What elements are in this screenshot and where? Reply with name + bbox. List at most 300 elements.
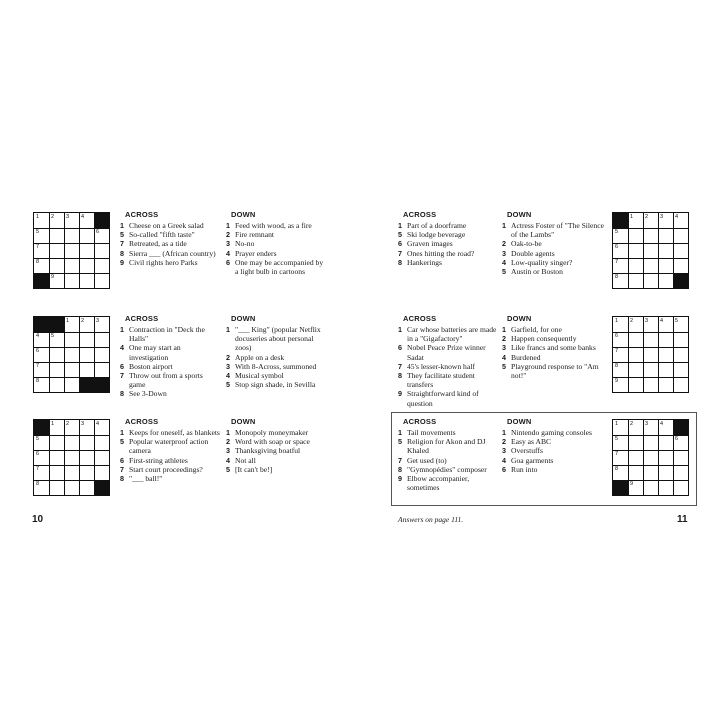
grid-line: [34, 377, 109, 378]
clue-text: One may start an investigation: [129, 343, 181, 362]
cell-number: 7: [36, 363, 40, 369]
grid-cell[interactable]: [628, 377, 643, 392]
clue-number: 4: [502, 257, 506, 267]
clue-text: Thanksgiving boatful: [235, 446, 301, 456]
clue-number: 2: [226, 437, 230, 447]
clue-number: 5: [120, 437, 124, 447]
clue-item: [226, 362, 326, 371]
clue-item: [120, 239, 216, 248]
grid-cell[interactable]: [643, 273, 658, 288]
clue-number: 2: [502, 239, 506, 249]
grid-line: [49, 317, 50, 392]
grid-cell[interactable]: [94, 465, 109, 480]
clue-item: [398, 456, 498, 465]
grid-cell[interactable]: [49, 435, 64, 450]
grid-cell[interactable]: [643, 347, 658, 362]
grid-cell[interactable]: [628, 450, 643, 465]
clue-item: [502, 446, 604, 455]
cell-number: 9: [615, 378, 619, 384]
clue-number: 5: [120, 230, 124, 240]
grid-cell[interactable]: [643, 362, 658, 377]
grid-cell[interactable]: [643, 480, 658, 495]
grid-cell[interactable]: [79, 332, 94, 347]
cell-number: 4: [675, 214, 679, 220]
clue-text: Stop sign shade, in Sevilla: [235, 380, 316, 390]
grid-line: [613, 450, 688, 451]
clue-number: 8: [120, 474, 124, 484]
grid-cell[interactable]: [643, 258, 658, 273]
across-clues: [120, 428, 220, 483]
grid-cell[interactable]: [658, 362, 673, 377]
clue-number: 5: [502, 267, 506, 277]
grid-line: [79, 213, 80, 288]
clue-text: Get used (to): [407, 455, 447, 465]
clue-item: [226, 428, 326, 437]
cell-number: 4: [36, 333, 40, 339]
clue-item: [120, 230, 216, 239]
grid-cell[interactable]: [643, 228, 658, 243]
grid-cell[interactable]: [94, 258, 109, 273]
cell-number: 5: [675, 318, 679, 324]
clue-item: [502, 353, 602, 362]
cell-number: 5: [615, 436, 619, 442]
grid-cell[interactable]: [64, 347, 79, 362]
clue-item: [398, 239, 498, 248]
clue-item: [226, 325, 326, 353]
grid-cell[interactable]: [49, 450, 64, 465]
grid-cell[interactable]: [49, 480, 64, 495]
grid-cell[interactable]: [658, 273, 673, 288]
grid-cell[interactable]: [64, 435, 79, 450]
clue-text: Low-quality singer?: [511, 257, 573, 267]
grid-line: [49, 213, 50, 288]
clue-number: 2: [226, 352, 230, 362]
grid-cell[interactable]: [673, 480, 688, 495]
grid-cell[interactable]: [49, 243, 64, 258]
cell-number: 7: [615, 451, 619, 457]
clue-item: [120, 474, 220, 483]
clue-item: [502, 334, 602, 343]
grid-line: [34, 273, 109, 274]
cell-number: 5: [36, 436, 40, 442]
grid-cell[interactable]: [79, 450, 94, 465]
clue-number: 7: [398, 455, 402, 465]
cell-number: 2: [645, 214, 649, 220]
grid-cell[interactable]: [658, 465, 673, 480]
clue-item: [120, 465, 220, 474]
cell-number: 1: [66, 318, 70, 324]
clue-text: Civil rights hero Parks: [129, 257, 198, 267]
grid-cell[interactable]: [643, 450, 658, 465]
cell-number: 2: [81, 318, 85, 324]
grid-cell[interactable]: [643, 435, 658, 450]
cell-number: 2: [66, 421, 70, 427]
crossword-grid-6: [612, 419, 689, 496]
grid-cell[interactable]: [64, 377, 79, 392]
grid-line: [64, 213, 65, 288]
clue-number: 4: [502, 455, 506, 465]
clue-number: 6: [398, 343, 402, 353]
grid-line: [643, 213, 644, 288]
clue-item: [120, 221, 216, 230]
grid-cell[interactable]: [673, 332, 688, 347]
clue-item: [120, 325, 220, 343]
grid-cell[interactable]: [94, 273, 109, 288]
cell-number: 2: [630, 318, 634, 324]
clue-number: 6: [120, 455, 124, 465]
grid-cell[interactable]: [94, 332, 109, 347]
clue-number: 1: [398, 428, 402, 437]
grid-cell[interactable]: [643, 243, 658, 258]
grid-line: [613, 480, 688, 481]
cell-number: 3: [96, 318, 100, 324]
clue-item: [398, 230, 498, 239]
clue-number: 3: [226, 446, 230, 456]
grid-cell[interactable]: [79, 362, 94, 377]
grid-cell[interactable]: [64, 273, 79, 288]
grid-cell[interactable]: [64, 332, 79, 347]
cell-number: 9: [51, 274, 55, 280]
clue-number: 5: [226, 380, 230, 390]
grid-cell[interactable]: [628, 465, 643, 480]
clue-item: [226, 437, 326, 446]
cell-number: 2: [630, 421, 634, 427]
black-square: [79, 377, 94, 392]
grid-cell[interactable]: [628, 228, 643, 243]
grid-cell[interactable]: [673, 258, 688, 273]
clue-item: [502, 221, 604, 239]
clue-item: [398, 325, 498, 343]
grid-cell[interactable]: [79, 228, 94, 243]
across-clues: [120, 221, 216, 267]
clue-number: 5: [398, 437, 402, 447]
cell-number: 8: [36, 481, 40, 487]
grid-cell[interactable]: [94, 450, 109, 465]
grid-cell[interactable]: [658, 243, 673, 258]
cell-number: 7: [615, 259, 619, 265]
down-heading: DOWN: [231, 314, 256, 323]
clue-text: Sierra ___ (African country): [129, 248, 216, 258]
clue-number: 9: [120, 257, 124, 267]
down-clues: [226, 325, 326, 389]
grid-cell[interactable]: [49, 377, 64, 392]
grid-cell[interactable]: [94, 362, 109, 377]
crossword-grid-2: [33, 316, 110, 393]
cell-number: 8: [36, 378, 40, 384]
grid-cell[interactable]: [658, 332, 673, 347]
clue-number: 2: [502, 334, 506, 344]
clue-number: 1: [226, 221, 230, 230]
clue-item: [502, 239, 604, 248]
clue-text: First-string athletes: [129, 455, 188, 465]
across-heading: ACROSS: [403, 417, 437, 426]
clue-number: 7: [120, 239, 124, 249]
grid-cell[interactable]: [79, 273, 94, 288]
clue-number: 1: [398, 325, 402, 334]
grid-cell[interactable]: [643, 465, 658, 480]
grid-cell[interactable]: [673, 465, 688, 480]
cell-number: 9: [630, 481, 634, 487]
grid-cell[interactable]: [64, 258, 79, 273]
across-heading: ACROSS: [125, 314, 159, 323]
cell-number: 1: [51, 421, 55, 427]
grid-line: [64, 317, 65, 392]
grid-cell[interactable]: [79, 435, 94, 450]
grid-line: [658, 420, 659, 495]
clue-text: Austin or Boston: [511, 267, 563, 277]
grid-cell[interactable]: [673, 243, 688, 258]
grid-cell[interactable]: [628, 243, 643, 258]
clue-number: 2: [226, 230, 230, 240]
grid-cell[interactable]: [79, 243, 94, 258]
clue-item: [502, 249, 604, 258]
clue-text: Religion for Akon and DJ Khaled: [407, 437, 486, 456]
grid-cell[interactable]: [628, 258, 643, 273]
down-heading: DOWN: [507, 417, 532, 426]
clue-number: 5: [398, 230, 402, 240]
clue-item: [502, 343, 602, 352]
clue-text: Oak-to-be: [511, 239, 542, 249]
grid-cell[interactable]: [49, 228, 64, 243]
grid-cell[interactable]: [643, 377, 658, 392]
grid-line: [79, 317, 80, 392]
grid-cell[interactable]: [658, 347, 673, 362]
grid-cell[interactable]: [628, 347, 643, 362]
cell-number: 3: [645, 421, 649, 427]
black-square: [673, 273, 688, 288]
grid-cell[interactable]: [658, 450, 673, 465]
clue-text: Car whose batteries are made in a "Gigafactory": [407, 325, 497, 344]
black-square: [34, 273, 49, 288]
clue-item: [120, 437, 220, 455]
grid-cell[interactable]: [79, 465, 94, 480]
grid-cell[interactable]: [49, 465, 64, 480]
grid-line: [94, 213, 95, 288]
grid-cell[interactable]: [673, 362, 688, 377]
grid-line: [613, 332, 688, 333]
clue-text: Graven images: [407, 239, 453, 249]
grid-cell[interactable]: [49, 258, 64, 273]
down-clues: [502, 325, 602, 380]
grid-cell[interactable]: [64, 243, 79, 258]
grid-line: [613, 273, 688, 274]
down-clues: [226, 221, 326, 276]
clue-number: 8: [120, 389, 124, 399]
clue-item: [120, 389, 220, 398]
across-clues: [398, 428, 498, 492]
cell-number: 5: [51, 333, 55, 339]
cell-number: 7: [615, 348, 619, 354]
clue-item: [120, 428, 220, 437]
clue-text: They facilitate student transfers: [407, 371, 475, 390]
grid-cell[interactable]: [673, 347, 688, 362]
clue-text: Burdened: [511, 352, 541, 362]
cell-number: 6: [36, 348, 40, 354]
across-heading: ACROSS: [403, 210, 437, 219]
clue-text: 45's lesser-known half: [407, 361, 475, 371]
cell-number: 1: [36, 214, 40, 220]
grid-cell[interactable]: [658, 258, 673, 273]
clue-item: [502, 267, 604, 276]
clue-number: 7: [120, 371, 124, 381]
clue-number: 3: [502, 446, 506, 456]
cell-number: 1: [615, 421, 619, 427]
grid-cell[interactable]: [628, 435, 643, 450]
clue-item: [398, 221, 498, 230]
down-heading: DOWN: [507, 314, 532, 323]
grid-cell[interactable]: [628, 273, 643, 288]
clue-item: [502, 362, 602, 380]
clue-text: No-no: [235, 239, 255, 249]
clue-text: Monopoly moneymaker: [235, 428, 309, 437]
grid-line: [613, 243, 688, 244]
grid-cell[interactable]: [658, 435, 673, 450]
across-clues: [398, 221, 498, 267]
clue-item: [226, 258, 326, 276]
grid-cell[interactable]: [658, 480, 673, 495]
cell-number: 8: [615, 466, 619, 472]
grid-cell[interactable]: [94, 243, 109, 258]
answers-note: Answers on page 111.: [398, 515, 464, 524]
clue-item: [502, 428, 604, 437]
clue-text: Actress Foster of "The Silence of the Lambs": [511, 221, 604, 240]
grid-line: [673, 420, 674, 495]
grid-cell[interactable]: [643, 332, 658, 347]
clue-item: [398, 258, 498, 267]
grid-cell[interactable]: [673, 228, 688, 243]
clue-item: [398, 389, 498, 407]
clue-text: "___ King" (popular Netflix docuseries about personal zoos): [235, 325, 321, 353]
grid-line: [34, 435, 109, 436]
grid-line: [628, 213, 629, 288]
grid-cell[interactable]: [628, 332, 643, 347]
clue-number: 4: [226, 455, 230, 465]
clue-number: 8: [398, 464, 402, 474]
grid-cell[interactable]: [64, 362, 79, 377]
grid-cell[interactable]: [94, 347, 109, 362]
grid-cell[interactable]: [658, 377, 673, 392]
clue-item: [398, 437, 498, 455]
grid-cell[interactable]: [673, 450, 688, 465]
cell-number: 5: [615, 229, 619, 235]
black-square: [613, 480, 628, 495]
across-clues: [120, 325, 220, 399]
clue-number: 3: [226, 361, 230, 371]
clue-number: 1: [502, 221, 506, 230]
clue-number: 1: [120, 221, 124, 230]
grid-cell[interactable]: [64, 480, 79, 495]
clue-number: 9: [398, 474, 402, 484]
grid-line: [34, 347, 109, 348]
clue-text: Elbow accompanier, sometimes: [407, 474, 470, 493]
grid-cell[interactable]: [64, 228, 79, 243]
black-square: [34, 420, 49, 435]
clue-number: 6: [120, 361, 124, 371]
cell-number: 1: [630, 214, 634, 220]
cell-number: 2: [51, 214, 55, 220]
grid-line: [628, 420, 629, 495]
grid-cell[interactable]: [79, 480, 94, 495]
clue-number: 8: [398, 257, 402, 267]
grid-line: [613, 362, 688, 363]
cell-number: 6: [615, 333, 619, 339]
clue-number: 7: [398, 361, 402, 371]
grid-cell[interactable]: [658, 228, 673, 243]
clue-text: Start court proceedings?: [129, 464, 203, 474]
clue-text: Run into: [511, 464, 538, 474]
grid-cell[interactable]: [79, 347, 94, 362]
clue-text: Cheese on a Greek salad: [129, 221, 204, 230]
black-square: [673, 420, 688, 435]
grid-line: [628, 317, 629, 392]
clue-item: [398, 465, 498, 474]
grid-cell[interactable]: [49, 347, 64, 362]
clue-item: [398, 474, 498, 492]
clue-item: [398, 362, 498, 371]
grid-cell[interactable]: [64, 450, 79, 465]
clue-text: [It can't be!]: [235, 464, 273, 474]
clue-number: 3: [226, 239, 230, 249]
clue-text: Playground response to "Am not!": [511, 361, 599, 381]
grid-cell[interactable]: [94, 435, 109, 450]
grid-line: [643, 317, 644, 392]
clue-number: 8: [120, 248, 124, 258]
clue-text: Keeps for oneself, as blankets: [129, 428, 220, 437]
grid-cell[interactable]: [79, 258, 94, 273]
clue-text: See 3-Down: [129, 389, 167, 399]
clue-number: 7: [398, 248, 402, 258]
clue-text: One may be accompanied by a light bulb in cartoons: [235, 257, 324, 277]
clue-item: [502, 325, 602, 334]
grid-line: [34, 465, 109, 466]
clue-text: Not all: [235, 455, 256, 465]
black-square: [94, 377, 109, 392]
clue-item: [226, 239, 326, 248]
grid-cell[interactable]: [673, 377, 688, 392]
clue-item: [120, 343, 220, 361]
clue-text: Nintendo gaming consoles: [511, 428, 592, 437]
grid-line: [34, 362, 109, 363]
cell-number: 5: [36, 229, 40, 235]
grid-cell[interactable]: [64, 465, 79, 480]
cell-number: 4: [81, 214, 85, 220]
down-clues: [502, 428, 604, 474]
clue-text: Ones hitting the road?: [407, 248, 475, 258]
down-heading: DOWN: [231, 210, 256, 219]
clue-item: [120, 362, 220, 371]
clue-text: Happen consequently: [511, 334, 577, 344]
clue-item: [226, 230, 326, 239]
clue-number: 6: [398, 239, 402, 249]
clue-text: Popular waterproof action camera: [129, 437, 209, 456]
clue-text: Throw out from a sports game: [129, 371, 203, 390]
clue-text: Goa garments: [511, 455, 554, 465]
clue-number: 1: [226, 428, 230, 437]
grid-line: [613, 258, 688, 259]
clue-item: [398, 343, 498, 361]
clue-item: [502, 437, 604, 446]
clue-item: [120, 258, 216, 267]
grid-cell[interactable]: [628, 362, 643, 377]
clue-number: 8: [398, 371, 402, 381]
clue-text: Part of a doorframe: [407, 221, 467, 230]
cell-number: 4: [96, 421, 100, 427]
clue-item: [226, 353, 326, 362]
clue-text: Fire remnant: [235, 230, 275, 240]
cell-number: 3: [660, 214, 664, 220]
clue-text: Contraction in "Deck the Halls": [129, 325, 205, 344]
grid-cell[interactable]: [49, 362, 64, 377]
